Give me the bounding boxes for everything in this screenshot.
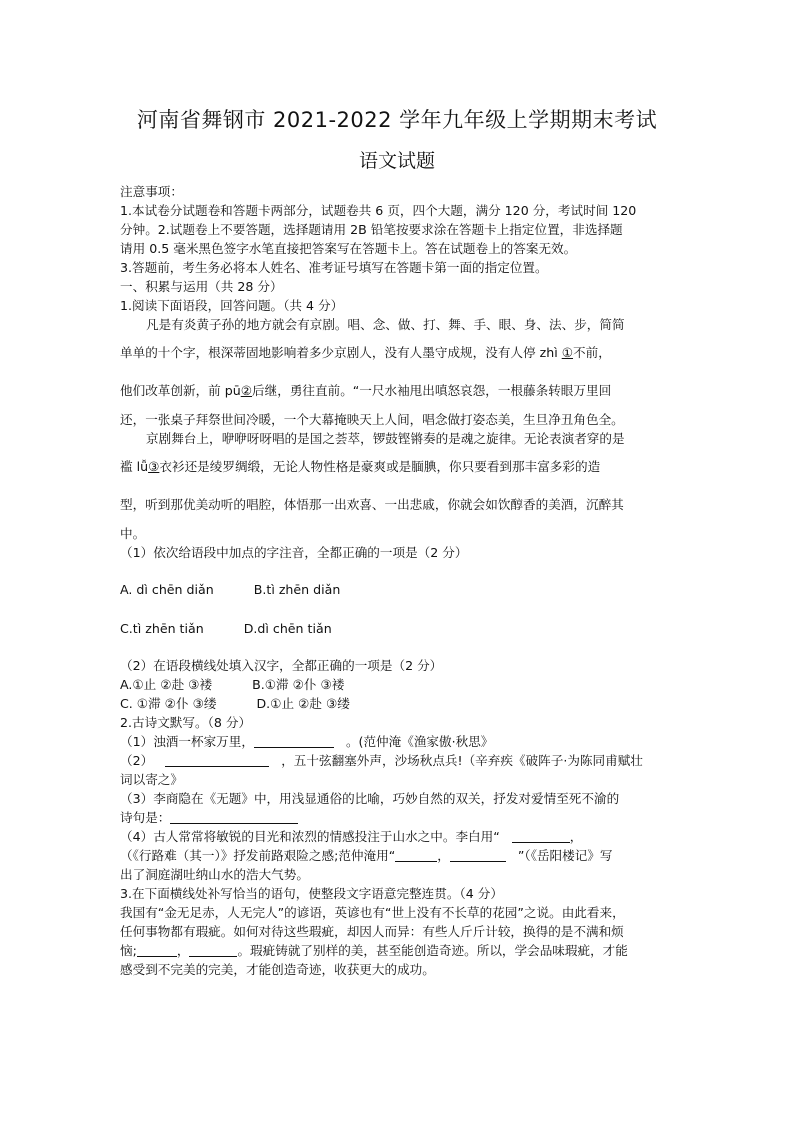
answer-blank[interactable] (450, 848, 506, 862)
answer-blank[interactable] (512, 829, 570, 843)
option-a: A.①止 ②赴 ③褛 (120, 677, 213, 692)
passage-line: 京剧舞台上，咿咿呀呀唱的是国之荟萃，锣鼓铿锵奏的是魂之旋律。无论表演者穿的是 (146, 431, 625, 446)
question-heading: 3.在下面横线处补写恰当的语句，使整段文字语意完整连贯。（4 分） (120, 886, 503, 901)
passage-line: 恼; ， 。瑕疵铸就了别样的美，甚至能创造奇迹。所以，学会品味瑕疵，才能 (120, 943, 628, 958)
option-row (120, 580, 676, 599)
option-row (120, 694, 676, 713)
blank-mark: ① (561, 345, 573, 360)
answer-blank[interactable] (165, 753, 269, 767)
option-b: B.tì zhēn diǎn (253, 582, 341, 597)
option-a: A. dì chēn diǎn (120, 582, 214, 597)
answer-blank[interactable] (170, 810, 298, 824)
question-heading: 2.古诗文默写。（8 分） (120, 715, 252, 730)
exam-body (120, 182, 676, 979)
question-heading: 1.阅读下面语段，回答问题。（共 4 分） (120, 298, 344, 313)
option-b: B.①滞 ②仆 ③褛 (252, 677, 345, 692)
section-heading: 一、积累与运用（共 28 分） (120, 279, 283, 294)
blank-mark: ② (240, 383, 253, 398)
option-row (120, 619, 676, 638)
notice-line: 请用 0.5 毫米黑色签字水笔直接把答案写在答题卡上。答在试题卷上的答案无效。 (120, 241, 577, 256)
poem-line: 出了洞庭湖吐纳山水的浩大气势。 (120, 867, 309, 882)
answer-blank[interactable] (189, 943, 237, 957)
notice-line: 1.本试卷分试题卷和答题卡两部分，试题卷共 6 页，四个大题，满分 120 分，考试时间 120 (120, 203, 637, 218)
passage-line: 我国有“金无足赤，人无完人”的谚语，英谚也有“世上没有不长草的花园”之说。由此看来， (120, 905, 625, 920)
passage-line: 褴 lǚ③衣衫还是绫罗绸缎，无论人物性格是豪爽或是腼腆，你只要看到那丰富多彩的造 (120, 459, 601, 474)
poem-line: 词以寄之》 (120, 772, 183, 787)
notice-line: 分钟。2.试题卷上不要答题，选择题请用 2B 铅笔按要求涂在答题卡上指定位置，非选择题 (120, 222, 623, 237)
poem-line: （4）古人常常将敏锐的目光和浓烈的情感投注于山水之中。李白用“ ， (120, 829, 583, 844)
poem-line: 诗句是： (120, 808, 676, 827)
option-c: C.tì zhēn tiǎn (120, 621, 204, 636)
answer-blank[interactable] (254, 734, 334, 748)
sub-question: （1）依次给语段中加点的字注音，全都正确的一项是（2 分） (120, 545, 468, 560)
notice-line: 3.答题前，考生务必将本人姓名、准考证号填写在答题卡第一面的指定位置。 (120, 260, 548, 275)
notice-heading: 注意事项： (120, 184, 183, 199)
option-row (120, 675, 676, 694)
sub-question: （2）在语段横线处填入汉字，全都正确的一项是（2 分） (120, 658, 443, 673)
passage-line: 单单的十个字，根深蒂固地影响着多少京剧人，没有人墨守成规，没有人停 zhì ①不前， (120, 345, 611, 360)
answer-blank[interactable] (137, 943, 177, 957)
poem-line: （《行路难（其一）》抒发前路艰险之感;范仲淹用“ ， ”（《岳阳楼记》写 (120, 848, 613, 863)
page-subtitle: 语文试题 (358, 150, 435, 172)
option-c: C. ①滞 ②仆 ③缕 (120, 696, 217, 711)
option-d: D.①止 ②赴 ③缕 (256, 696, 350, 711)
option-d: D.dì chēn tiǎn (243, 621, 332, 636)
poem-line: （1）浊酒一杯家万里， 。(范仲淹《渔家傲·秋思》 (120, 734, 494, 749)
page-title: 河南省舞钢市 2021-2022 学年九年级上学期期末考试 (136, 108, 658, 132)
passage-line: 他们改革创新，前 pū②后继，勇往直前。“一尺水袖甩出嗔怒哀怨，一根藤条转眼万里回 (120, 383, 612, 398)
passage-line: 型，听到那优美动听的唱腔，体悟那一出欢喜、一出悲戚，你就会如饮醇香的美酒，沉醉其 (120, 497, 624, 512)
poem-line: （2） ，五十弦翻塞外声，沙场秋点兵!（辛弃疾《破阵子·为陈同甫赋壮 (120, 753, 643, 768)
answer-blank[interactable] (395, 848, 437, 862)
passage-line: 感受到不完美的完美，才能创造奇迹，收获更大的成功。 (120, 962, 435, 977)
poem-line: （3）李商隐在《无题》中，用浅显通俗的比喻，巧妙自然的双关，抒发对爱情至死不渝的 (120, 791, 620, 806)
passage-line: 中。 (120, 526, 146, 541)
blank-mark: ③ (148, 459, 160, 474)
passage-line: 凡是有炎黄子孙的地方就会有京剧。唱、念、做、打、舞、手、眼、身、法、步，简简 (146, 317, 625, 332)
passage-line: 还，一张桌子拜祭世间冷暖，一个大幕掩映天上人间，唱念做打姿态美，生旦净丑角色全。 (120, 412, 624, 427)
passage-line: 任何事物都有瑕疵。如何对待这些瑕疵，却因人而异：有些人斤斤计较，换得的是不满和烦 (120, 924, 624, 939)
